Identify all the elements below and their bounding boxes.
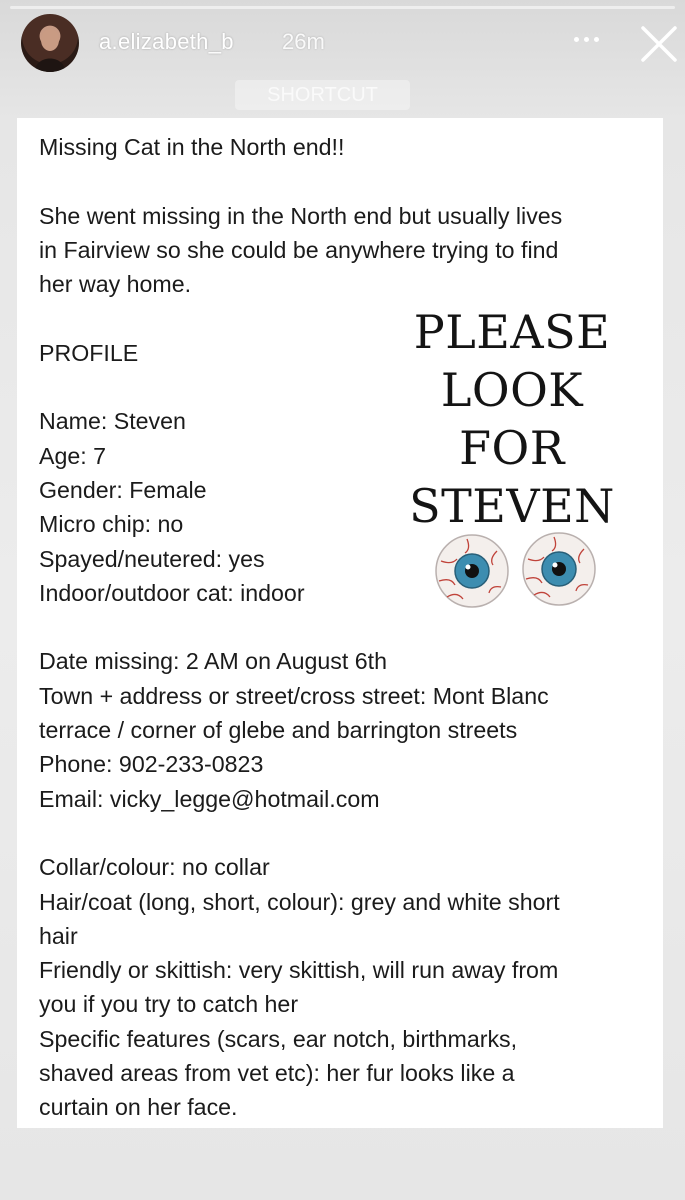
feature-line: hair <box>39 922 78 949</box>
avatar[interactable] <box>21 14 79 72</box>
avatar-portrait-icon <box>21 14 79 72</box>
more-dot-icon <box>584 37 589 42</box>
feature-line: curtain on her face. <box>39 1094 238 1121</box>
story-header <box>0 12 685 76</box>
feature-line: shaved areas from vet etc): her fur looks like a <box>39 1060 515 1087</box>
detail-line: terrace / corner of glebe and barrington streets <box>39 717 518 744</box>
story-post-card <box>17 118 663 1128</box>
more-options-button[interactable] <box>566 24 606 54</box>
intro-line: in Fairview so she could be anywhere trying to find <box>39 236 559 263</box>
profile-line: Gender: Female <box>39 476 207 503</box>
profile-line: Micro chip: no <box>39 511 184 538</box>
story-username[interactable]: a.elizabeth_b <box>99 29 234 54</box>
profile-line: Age: 7 <box>39 442 107 469</box>
post-title: Missing Cat in the North end!! <box>39 134 345 160</box>
story-timestamp: 26m <box>282 29 325 54</box>
profile-heading: PROFILE <box>39 339 139 366</box>
feature-line: Friendly or skittish: very skittish, will run away from <box>39 957 559 984</box>
intro-line: her way home. <box>39 271 192 298</box>
poster-line: STEVEN <box>409 479 615 533</box>
story-progress-bar <box>10 6 675 9</box>
close-button[interactable] <box>639 24 679 64</box>
profile-line: Name: Steven <box>39 408 186 435</box>
feature-line: Hair/coat (long, short, colour): grey and white short <box>39 888 560 915</box>
post-text <box>39 130 649 1125</box>
feature-line: Specific features (scars, ear notch, birthmarks, <box>39 1025 518 1052</box>
faded-shortcut-label: SHORTCUT <box>235 80 410 110</box>
detail-line: Date missing: 2 AM on August 6th <box>39 648 388 675</box>
more-dot-icon <box>574 37 579 42</box>
poster-line: LOOK <box>440 363 584 417</box>
feature-line: Collar/colour: no collar <box>39 854 270 881</box>
poster-line: PLEASE <box>413 305 611 359</box>
eyeballs-icon <box>427 531 607 611</box>
email-line: Email: vicky_legge@hotmail.com <box>39 785 380 812</box>
eyeball-icon <box>523 533 595 605</box>
more-dot-icon <box>594 37 599 42</box>
profile-line: Spayed/neutered: yes <box>39 545 265 572</box>
please-look-poster <box>377 303 647 603</box>
close-icon <box>639 24 679 64</box>
feature-line: you if you try to catch her <box>39 991 299 1018</box>
intro-line: She went missing in the North end but usually lives <box>39 202 563 229</box>
eyeball-icon <box>436 535 508 607</box>
poster-text <box>377 303 647 535</box>
detail-line: Town + address or street/cross street: Mont Blanc <box>39 682 549 709</box>
poster-line: FOR <box>459 421 565 475</box>
profile-line: Indoor/outdoor cat: indoor <box>39 579 305 606</box>
phone-line: Phone: 902-233-0823 <box>39 751 264 778</box>
